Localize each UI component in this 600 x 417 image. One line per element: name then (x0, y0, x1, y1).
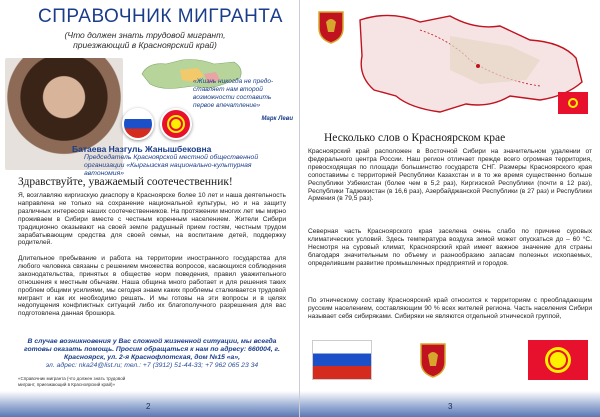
quote-author: Марк Леви (261, 116, 293, 122)
page-number: 2 (146, 402, 151, 411)
page-number: 3 (448, 402, 453, 411)
contact-help-text: В случае возникновения у Вас сложной жизненной ситуации, мы всегда готовы оказать помощь. Просим обращаться к нам по адресу: 660004, г. Красноярск, ул. 2-я Краснофлотская, дом №15 «а», (24, 338, 280, 361)
person-role: Председатель Красноярской местной общественной организации «Кыргызская национально-культурная автономия» (84, 154, 259, 177)
kyrgyzstan-flag-icon (528, 340, 588, 380)
left-paragraph-1: Я, возглавляю киргизскую диаспору в Красноярске более 10 лет и наша деятельность направлена не только на сохранение национальной культуры, но и на защиту различных интересов наших соотечественников. На протяжении многих лет мы мирно проживаем в Сибири вместе с честным коренным населением. Жители Сибири традиционно оказывают на своей земле радушный прием гостям, честным трудом зарабатывающим средства для своей семьи, на воспитание детей, поддержку родителей. (18, 192, 286, 247)
greeting-heading: Здравствуйте, уважаемый соотечественник! (18, 176, 233, 188)
page-subtitle: (Что должен знать трудовой мигрант, приезжающий в Красноярский край) (64, 30, 226, 50)
right-page (300, 0, 600, 417)
section-title: Несколько слов о Красноярском крае (324, 132, 506, 144)
quote-text: «Жизнь никогда не предо-ставляет нам второй возможности составить первое впечатление» (193, 78, 274, 109)
krasnoyarsk-coat-of-arms-icon (316, 8, 346, 44)
russia-flag-icon (122, 108, 154, 140)
person-name: Батаева Назгуль Жанышбековна (72, 144, 212, 154)
right-paragraph-1: Красноярский край расположен в Восточной Сибири на значительном удалении от федерального центра России. Наш регион отличает прежде всего огромная территория, превосходящая по площади большинство государств СНГ. Размеры Красноярского края сопоставимы с территорией Республики Казахстан и в то же время существенно больше Республики Узбекистан (более чем в 5,2 раз), Киргизской Республики (почти в 12 раз), Республики Таджикистан (в 16,6 раз), Азербайджанской Республики (в 27 раз) и Республики Армения (в 79,5 раз). (308, 148, 592, 203)
left-paragraph-2: Длительное пребывание и работа на территории иностранного государства для любого человека связаны с решением множества вопросов, касающихся соблюдения законодательства, принятых в обществе норм поведения, правил уважительного отношения к местным обычаям. Наша община много работает и для решения таких проблем общими усилиями, мы сегодня знаем каких проблемы сталкивается трудовой мигрант и как их необходимо решать. И мы готовы на эти вопросы и в целях недопущения конфликтных ситуаций либо их благополучного разрешения для вас подготовлена данная брошюра. (18, 255, 286, 318)
contact-info (16, 338, 288, 370)
contact-email-phone: эл. адрес: nka24@list.ru; тел.: +7 (3912) 51-44-33; +7 962 065 23 34 (45, 362, 259, 369)
kyrgyzstan-flag-icon (160, 108, 192, 140)
right-paragraph-2: Северная часть Красноярского края заселена очень слабо по причине суровых климатических условий. Здесь температура воздуха зимой может опускаться до – 60 °С. Несмотря на суровый климат, Красноярский край имеет важное значение для страны благодаря значительным по объему и разнообразию запасам полезных ископаемых, определившим развитие промышленных предприятий и городов. (308, 228, 592, 267)
right-paragraph-3: По этническому составу Красноярский край относится к территориям с преобладающим русским населением, составляющим 90 % всех жителей региона. Часть населения Сибири называет себя сибиряками. Сибиряки не являются отдельной этнической группой, (308, 297, 592, 320)
kyrgyzstan-flag-icon (558, 92, 588, 114)
russia-flag-icon (312, 340, 372, 380)
krasnoyarsk-coat-of-arms-icon (418, 340, 448, 378)
page-title: СПРАВОЧНИК МИГРАНТА (38, 6, 283, 27)
footnote: «Справочник мигранта (что должен знать трудовой мигрант, приезжающий в Красноярский край)» (18, 376, 126, 387)
